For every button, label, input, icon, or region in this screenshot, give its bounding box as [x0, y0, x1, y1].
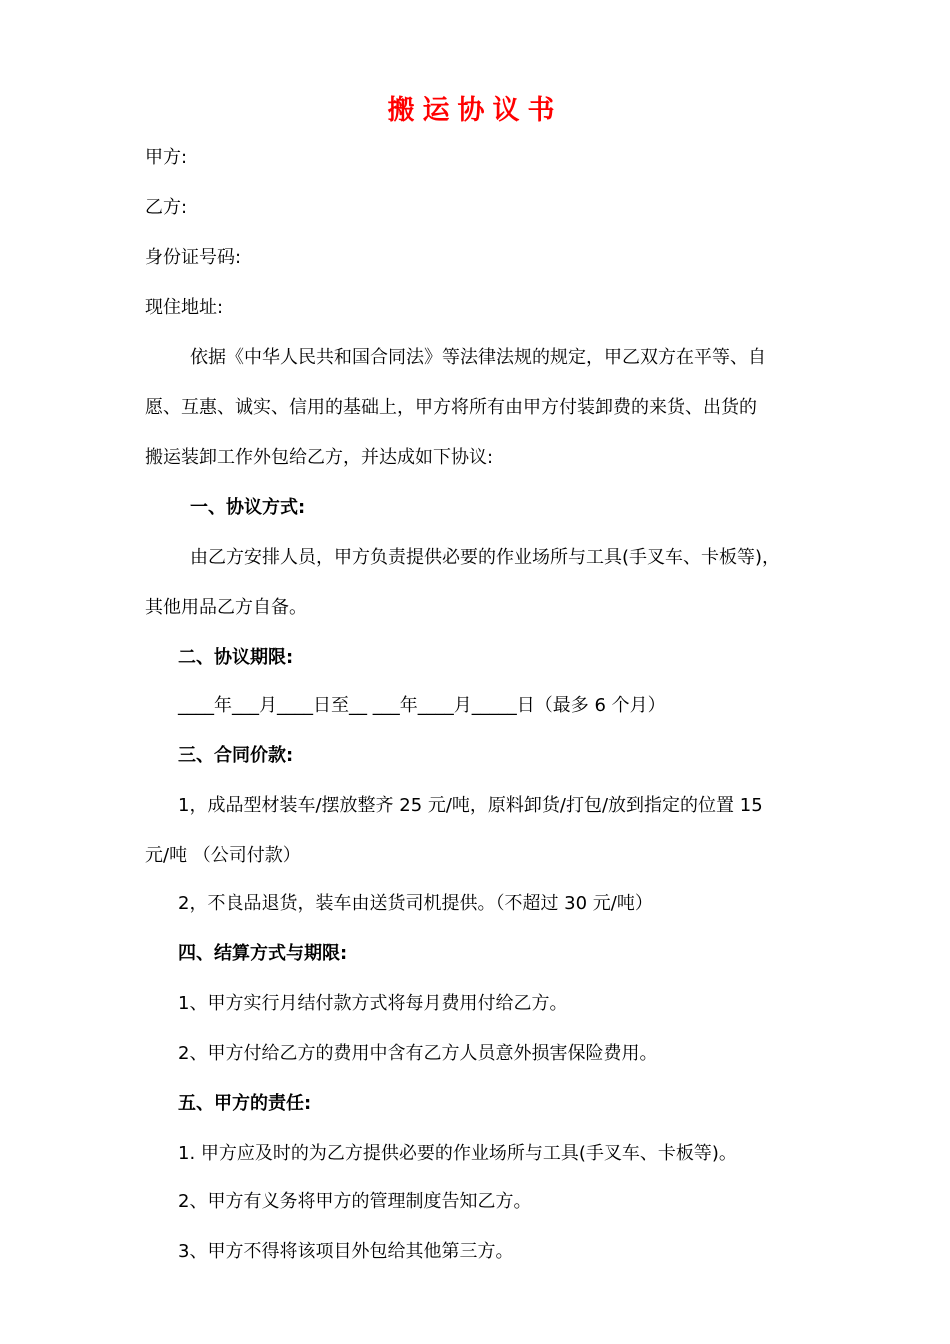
- party-b-label: 乙方:: [145, 197, 188, 218]
- section-1-text: 其他用品乙方自备。: [145, 597, 307, 618]
- id-number-label: 身份证号码:: [145, 247, 242, 268]
- section-5-heading: 五、甲方的责任:: [178, 1093, 312, 1114]
- section-5-item: 2、甲方有义务将甲方的管理制度告知乙方。: [178, 1191, 532, 1212]
- section-3-item: 元/吨 （公司付款）: [145, 845, 301, 866]
- section-5-item: 1. 甲方应及时的为乙方提供必要的作业场所与工具(手叉车、卡板等)。: [178, 1143, 737, 1164]
- document-title: 搬运协议书: [387, 95, 563, 126]
- section-4-heading: 四、结算方式与期限:: [178, 943, 348, 964]
- section-4-item: 1、甲方实行月结付款方式将每月费用付给乙方。: [178, 993, 568, 1014]
- section-1-text: 由乙方安排人员，甲方负责提供必要的作业场所与工具(手叉车、卡板等)，: [190, 547, 781, 568]
- section-3-item: 2，不良品退货，装车由送货司机提供。（不超过 30 元/吨）: [178, 893, 653, 914]
- section-3-item: 1，成品型材装车/摆放整齐 25 元/吨，原料卸货/打包/放到指定的位置 15: [178, 795, 763, 816]
- party-a-label: 甲方:: [145, 147, 188, 168]
- intro-line: 搬运装卸工作外包给乙方，并达成如下协议:: [145, 447, 494, 468]
- section-4-item: 2、甲方付给乙方的费用中含有乙方人员意外损害保险费用。: [178, 1043, 658, 1064]
- section-5-item: 3、甲方不得将该项目外包给其他第三方。: [178, 1241, 514, 1262]
- section-3-heading: 三、合同价款:: [178, 745, 294, 766]
- section-2-term: ____年___月____日至__ ___年____月_____日（最多 6 个月）: [178, 695, 666, 716]
- section-2-heading: 二、协议期限:: [178, 647, 294, 668]
- address-label: 现住地址:: [145, 297, 224, 318]
- section-1-heading: 一、协议方式:: [190, 497, 306, 518]
- intro-line: 依据《中华人民共和国合同法》等法律法规的规定，甲乙双方在平等、自: [190, 347, 766, 368]
- intro-line: 愿、互惠、诚实、信用的基础上，甲方将所有由甲方付装卸费的来货、出货的: [145, 397, 757, 418]
